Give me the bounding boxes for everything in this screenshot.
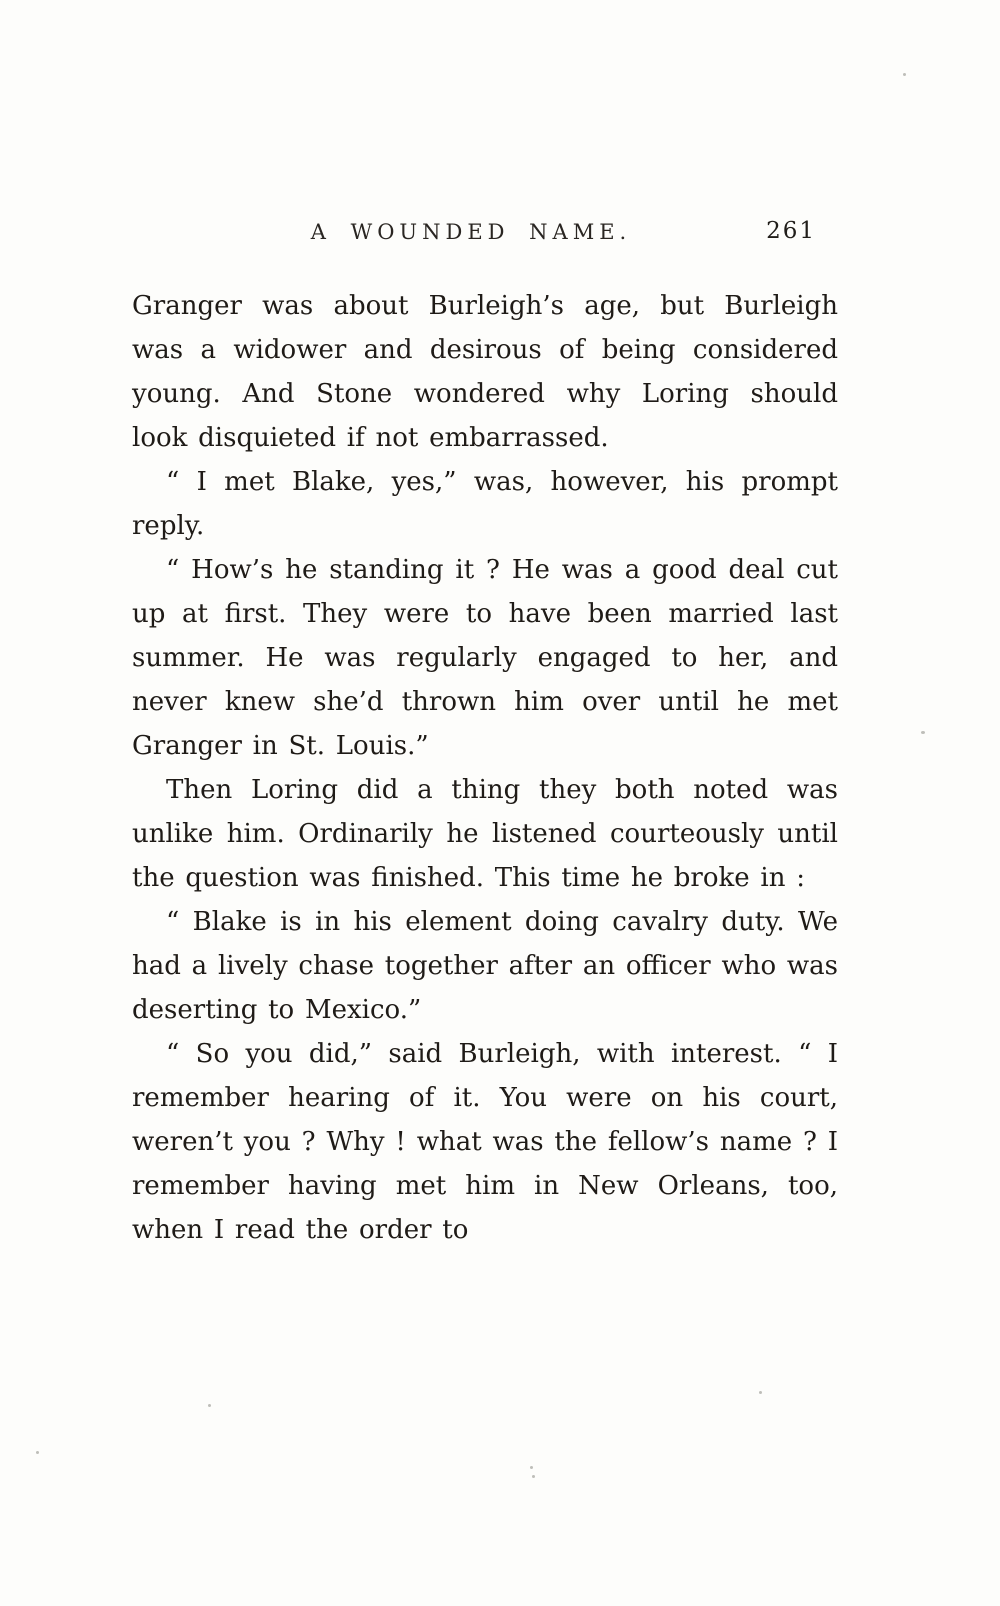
scan-speck <box>530 1466 533 1469</box>
text-block <box>132 220 838 1252</box>
scan-speck <box>532 1475 535 1478</box>
paragraph: Then Loring did a thing they both noted was unlike him. Ordinarily he listened courteously until the question was finished. This time he broke in : <box>132 775 838 893</box>
running-header <box>132 220 838 254</box>
paragraph: “ How’s he standing it ? He was a good deal cut up at first. They were to have been married last summer. He was regularly engaged to her, and never knew she’d thrown him over until he met Granger in St. Louis.” <box>132 555 838 761</box>
page-number: 261 <box>766 218 816 244</box>
paragraph: Granger was about Burleigh’s age, but Burleigh was a widower and desirous of being considered young. And Stone wondered why Loring should look disquieted if not embarrassed. <box>132 291 838 453</box>
paragraph: “ So you did,” said Burleigh, with interest. “ I remember hearing of it. You were on his court, weren’t you ? Why ! what was the fellow’s name ? I remember having met him in New Orleans, too, when I read the order to <box>132 1039 838 1245</box>
scan-speck <box>921 731 925 734</box>
scan-speck <box>759 1391 762 1394</box>
paragraph: “ Blake is in his element doing cavalry duty. We had a lively chase together after an officer who was deserting to Mexico.” <box>132 907 838 1025</box>
paragraph: “ I met Blake, yes,” was, however, his prompt reply. <box>132 467 838 541</box>
scan-speck <box>903 73 906 76</box>
scan-speck <box>36 1451 39 1454</box>
scan-speck <box>208 1404 211 1407</box>
running-header-title: A WOUNDED NAME. <box>310 220 632 244</box>
